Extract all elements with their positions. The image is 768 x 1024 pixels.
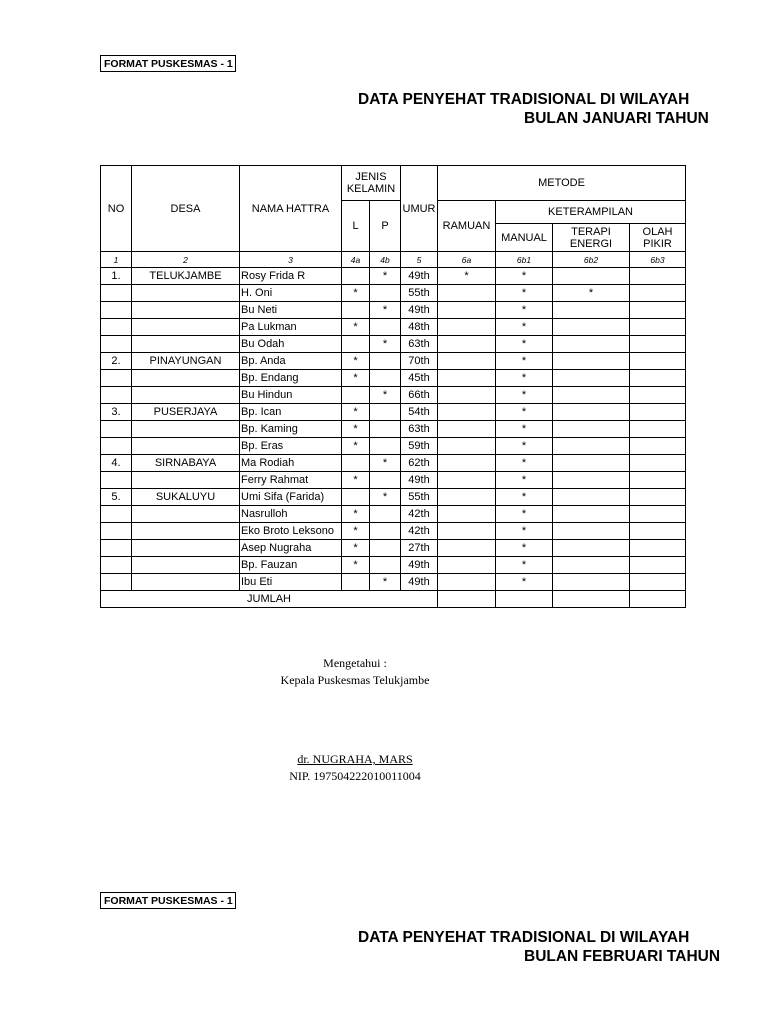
row-nama: Bp. Anda [240, 353, 342, 370]
row-terapi-energi [553, 268, 630, 285]
row-nama: Pa Lukman [240, 319, 342, 336]
row-l [342, 489, 370, 506]
signature-block [250, 656, 460, 784]
header-desa: DESA [132, 166, 240, 252]
row-no [101, 557, 132, 574]
table-row [101, 268, 686, 285]
row-terapi-energi [553, 302, 630, 319]
row-no [101, 506, 132, 523]
row-p: * [370, 455, 401, 472]
total-label: JUMLAH [101, 591, 438, 608]
row-ramuan [438, 285, 496, 302]
table-row [101, 557, 686, 574]
row-no [101, 540, 132, 557]
signer-role: Kepala Puskesmas Telukjambe [280, 673, 430, 687]
row-desa [132, 472, 240, 489]
row-manual: * [496, 268, 553, 285]
row-l: * [342, 540, 370, 557]
row-p [370, 370, 401, 387]
row-p [370, 472, 401, 489]
row-nama: Bu Neti [240, 302, 342, 319]
row-desa [132, 523, 240, 540]
table-row [101, 472, 686, 489]
row-l: * [342, 472, 370, 489]
row-nama: Ferry Rahmat [240, 472, 342, 489]
table-row [101, 370, 686, 387]
row-umur: 49th [401, 268, 438, 285]
row-nama: Bp. Endang [240, 370, 342, 387]
row-desa: PINAYUNGAN [132, 353, 240, 370]
row-ramuan [438, 557, 496, 574]
header-metode: METODE [438, 166, 686, 201]
row-olah-pikir [630, 455, 686, 472]
row-manual: * [496, 421, 553, 438]
format-label: FORMAT PUSKESMAS - 1 [100, 55, 236, 72]
row-olah-pikir [630, 438, 686, 455]
index-cell: 5 [401, 252, 438, 268]
row-no: 4. [101, 455, 132, 472]
total-cell [630, 591, 686, 608]
total-cell [496, 591, 553, 608]
row-l [342, 336, 370, 353]
document-title [340, 91, 709, 131]
total-cell [553, 591, 630, 608]
table-row [101, 353, 686, 370]
row-ramuan [438, 404, 496, 421]
row-desa [132, 285, 240, 302]
header-jenis-kelamin: JENIS KELAMIN [342, 166, 401, 201]
row-l: * [342, 319, 370, 336]
row-desa [132, 506, 240, 523]
table-row [101, 285, 686, 302]
table-row [101, 319, 686, 336]
table-row [101, 540, 686, 557]
row-l: * [342, 404, 370, 421]
header-ramuan: RAMUAN [438, 201, 496, 252]
row-terapi-energi [553, 506, 630, 523]
row-l [342, 268, 370, 285]
row-no [101, 387, 132, 404]
row-nama: Bu Hindun [240, 387, 342, 404]
row-terapi-energi [553, 489, 630, 506]
row-p: * [370, 336, 401, 353]
row-l [342, 574, 370, 591]
header-manual: MANUAL [496, 224, 553, 252]
row-terapi-energi [553, 472, 630, 489]
row-terapi-energi [553, 574, 630, 591]
table-row [101, 438, 686, 455]
row-no [101, 370, 132, 387]
row-umur: 27th [401, 540, 438, 557]
row-p: * [370, 302, 401, 319]
row-manual: * [496, 353, 553, 370]
index-cell: 6b2 [553, 252, 630, 268]
row-umur: 55th [401, 285, 438, 302]
row-terapi-energi [553, 438, 630, 455]
row-ramuan [438, 353, 496, 370]
row-umur: 42th [401, 523, 438, 540]
row-p [370, 523, 401, 540]
table-row [101, 387, 686, 404]
row-terapi-energi [553, 353, 630, 370]
row-desa [132, 387, 240, 404]
row-nama: Bp. Kaming [240, 421, 342, 438]
row-umur: 49th [401, 472, 438, 489]
index-cell: 4a [342, 252, 370, 268]
table-row [101, 302, 686, 319]
row-p: * [370, 489, 401, 506]
header-keterampilan: KETERAMPILAN [496, 201, 686, 224]
row-l [342, 302, 370, 319]
row-nama: Asep Nugraha [240, 540, 342, 557]
row-nama: Bp. Fauzan [240, 557, 342, 574]
row-no [101, 421, 132, 438]
row-olah-pikir [630, 574, 686, 591]
row-umur: 63th [401, 421, 438, 438]
row-desa [132, 557, 240, 574]
table-row [101, 506, 686, 523]
row-l: * [342, 557, 370, 574]
row-ramuan [438, 336, 496, 353]
row-p [370, 404, 401, 421]
row-terapi-energi [553, 421, 630, 438]
row-nama: Umi Sifa (Farida) [240, 489, 342, 506]
row-terapi-energi [553, 523, 630, 540]
row-ramuan [438, 489, 496, 506]
row-ramuan [438, 319, 496, 336]
row-umur: 49th [401, 302, 438, 319]
row-p [370, 540, 401, 557]
row-desa [132, 540, 240, 557]
row-l: * [342, 506, 370, 523]
row-nama: Bu Odah [240, 336, 342, 353]
row-no [101, 336, 132, 353]
header-umur: UMUR [401, 166, 438, 252]
row-olah-pikir [630, 302, 686, 319]
row-p [370, 557, 401, 574]
row-no: 2. [101, 353, 132, 370]
row-manual: * [496, 540, 553, 557]
row-olah-pikir [630, 557, 686, 574]
row-umur: 49th [401, 557, 438, 574]
row-no [101, 319, 132, 336]
row-l: * [342, 438, 370, 455]
header-l: L [342, 201, 370, 252]
row-no: 5. [101, 489, 132, 506]
row-desa [132, 438, 240, 455]
row-ramuan [438, 387, 496, 404]
row-l: * [342, 353, 370, 370]
row-umur: 66th [401, 387, 438, 404]
row-no: 1. [101, 268, 132, 285]
row-ramuan [438, 370, 496, 387]
row-no [101, 574, 132, 591]
row-manual: * [496, 336, 553, 353]
row-terapi-energi [553, 336, 630, 353]
row-nama: Eko Broto Leksono [240, 523, 342, 540]
index-cell: 2 [132, 252, 240, 268]
row-p [370, 506, 401, 523]
row-umur: 70th [401, 353, 438, 370]
total-cell [438, 591, 496, 608]
row-l: * [342, 523, 370, 540]
row-p: * [370, 268, 401, 285]
row-terapi-energi [553, 370, 630, 387]
row-manual: * [496, 438, 553, 455]
row-p [370, 285, 401, 302]
index-cell: 4b [370, 252, 401, 268]
table-row [101, 404, 686, 421]
row-umur: 62th [401, 455, 438, 472]
column-index-row [101, 252, 686, 268]
row-desa: SIRNABAYA [132, 455, 240, 472]
row-nama: Nasrulloh [240, 506, 342, 523]
row-terapi-energi [553, 404, 630, 421]
row-umur: 54th [401, 404, 438, 421]
row-ramuan [438, 302, 496, 319]
row-olah-pikir [630, 523, 686, 540]
row-manual: * [496, 302, 553, 319]
signer-nip: NIP. 197504222010011004 [289, 769, 421, 783]
row-p [370, 353, 401, 370]
title-line-2: BULAN JANUARI TAHUN [524, 110, 709, 127]
row-ramuan [438, 472, 496, 489]
header-no: NO [101, 166, 132, 252]
header-olah-pikir: OLAH PIKIR [630, 224, 686, 252]
row-l: * [342, 370, 370, 387]
row-manual: * [496, 404, 553, 421]
row-p: * [370, 387, 401, 404]
row-manual: * [496, 370, 553, 387]
table-row [101, 336, 686, 353]
row-manual: * [496, 285, 553, 302]
row-manual: * [496, 557, 553, 574]
row-l [342, 387, 370, 404]
row-umur: 42th [401, 506, 438, 523]
row-terapi-energi [553, 455, 630, 472]
table-row [101, 489, 686, 506]
row-l: * [342, 421, 370, 438]
row-desa: PUSERJAYA [132, 404, 240, 421]
row-ramuan [438, 574, 496, 591]
index-cell: 6b3 [630, 252, 686, 268]
row-olah-pikir [630, 506, 686, 523]
row-umur: 63th [401, 336, 438, 353]
row-olah-pikir [630, 268, 686, 285]
total-row [101, 591, 686, 608]
row-desa [132, 302, 240, 319]
row-manual: * [496, 387, 553, 404]
row-terapi-energi [553, 387, 630, 404]
index-cell: 1 [101, 252, 132, 268]
row-desa [132, 421, 240, 438]
row-ramuan [438, 438, 496, 455]
row-no [101, 285, 132, 302]
title-2-line-1: DATA PENYEHAT TRADISIONAL DI WILAYAH [358, 929, 690, 946]
row-desa [132, 574, 240, 591]
mengetahui-label: Mengetahui : [323, 656, 387, 670]
row-desa: TELUKJAMBE [132, 268, 240, 285]
row-manual: * [496, 455, 553, 472]
row-desa: SUKALUYU [132, 489, 240, 506]
row-no [101, 472, 132, 489]
table-row [101, 421, 686, 438]
document-title-2 [340, 929, 721, 969]
table-row [101, 574, 686, 591]
row-manual: * [496, 523, 553, 540]
row-olah-pikir [630, 472, 686, 489]
row-umur: 59th [401, 438, 438, 455]
row-olah-pikir [630, 285, 686, 302]
row-manual: * [496, 472, 553, 489]
row-olah-pikir [630, 336, 686, 353]
row-p [370, 421, 401, 438]
index-cell: 6b1 [496, 252, 553, 268]
format-label-2: FORMAT PUSKESMAS - 1 [100, 892, 236, 909]
row-desa [132, 370, 240, 387]
row-umur: 45th [401, 370, 438, 387]
row-p [370, 438, 401, 455]
row-terapi-energi: * [553, 285, 630, 302]
row-no [101, 523, 132, 540]
row-olah-pikir [630, 404, 686, 421]
row-ramuan [438, 455, 496, 472]
row-desa [132, 319, 240, 336]
row-ramuan [438, 421, 496, 438]
row-nama: Ibu Eti [240, 574, 342, 591]
row-terapi-energi [553, 557, 630, 574]
index-cell: 6a [438, 252, 496, 268]
row-manual: * [496, 506, 553, 523]
row-ramuan: * [438, 268, 496, 285]
row-l: * [342, 285, 370, 302]
row-nama: Rosy Frida R [240, 268, 342, 285]
row-umur: 49th [401, 574, 438, 591]
row-ramuan [438, 523, 496, 540]
table-row [101, 455, 686, 472]
row-manual: * [496, 489, 553, 506]
row-umur: 55th [401, 489, 438, 506]
row-nama: Bp. Ican [240, 404, 342, 421]
header-nama-hattra: NAMA HATTRA [240, 166, 342, 252]
row-no [101, 438, 132, 455]
row-olah-pikir [630, 353, 686, 370]
row-p [370, 319, 401, 336]
table-row [101, 523, 686, 540]
hattra-table [100, 165, 686, 608]
row-nama: H. Oni [240, 285, 342, 302]
row-terapi-energi [553, 540, 630, 557]
index-cell: 3 [240, 252, 342, 268]
header-p: P [370, 201, 401, 252]
row-l [342, 455, 370, 472]
row-nama: Ma Rodiah [240, 455, 342, 472]
row-olah-pikir [630, 421, 686, 438]
row-ramuan [438, 506, 496, 523]
signer-name: dr. NUGRAHA, MARS [297, 752, 413, 766]
row-terapi-energi [553, 319, 630, 336]
row-manual: * [496, 319, 553, 336]
row-no: 3. [101, 404, 132, 421]
title-line-1: DATA PENYEHAT TRADISIONAL DI WILAYAH [358, 91, 690, 108]
row-umur: 48th [401, 319, 438, 336]
header-terapi-energi: TERAPI ENERGI [553, 224, 630, 252]
row-no [101, 302, 132, 319]
row-ramuan [438, 540, 496, 557]
row-manual: * [496, 574, 553, 591]
row-nama: Bp. Eras [240, 438, 342, 455]
row-olah-pikir [630, 370, 686, 387]
title-2-line-2: BULAN FEBRUARI TAHUN [524, 948, 721, 965]
row-olah-pikir [630, 489, 686, 506]
row-p: * [370, 574, 401, 591]
row-olah-pikir [630, 319, 686, 336]
row-olah-pikir [630, 540, 686, 557]
row-desa [132, 336, 240, 353]
row-olah-pikir [630, 387, 686, 404]
